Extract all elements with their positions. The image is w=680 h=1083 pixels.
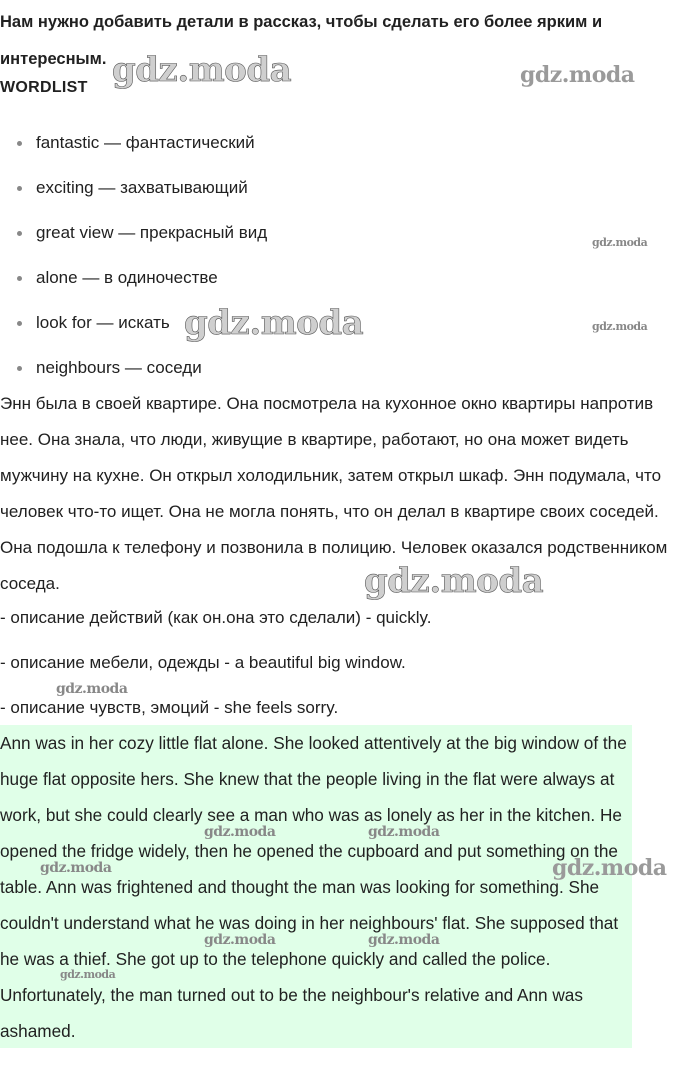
list-item xyxy=(0,170,267,215)
story-text: Энн была в своей квартире. Она посмотрела на кухонное окно квартиры напротив нее. Она знала, что люди, живущие в квартире, работают, но она может видеть мужчину на кухне. Он открыл холодильник, затем открыл шкаф. Энн подумала, что человек что-то ищет. Она не могла понять, что он делал в квартире своих соседей. Она подошла к телефону и позвонила в полицию. Человек оказался родственником соседа. xyxy=(0,394,668,593)
list-item-text: great view — прекрасный вид xyxy=(36,223,268,242)
watermark-logo: gdz.moda xyxy=(112,50,292,90)
tip-furniture: - описание мебели, одежды - a beautiful big window. xyxy=(0,653,406,672)
bullet-icon xyxy=(17,366,22,371)
list-item-text: exciting — захватывающий xyxy=(36,178,248,197)
tip-feelings: - описание чувств, эмоций - she feels sorry. xyxy=(0,698,339,717)
bullet-icon xyxy=(17,276,22,281)
list-item xyxy=(0,260,267,305)
watermark-logo: gdz.moda xyxy=(204,824,276,840)
watermark-logo: gdz.moda xyxy=(60,968,116,981)
watermark-logo: gdz.moda xyxy=(552,855,667,881)
answer-block xyxy=(0,725,632,1048)
watermark-logo: gdz.moda xyxy=(368,824,440,840)
watermark-logo: gdz.moda xyxy=(40,860,112,876)
list-item-text: fantastic — фантастический xyxy=(36,133,255,152)
list-item-text: neighbours — соседи xyxy=(36,358,202,377)
bullet-icon xyxy=(17,186,22,191)
wordlist xyxy=(0,125,267,395)
bullet-icon xyxy=(17,231,22,236)
bullet-icon xyxy=(17,141,22,146)
watermark-logo: gdz.moda xyxy=(364,561,544,601)
watermark-logo: gdz.moda xyxy=(56,681,128,697)
tip-actions: - описание действий (как он.она это сделали) - quickly. xyxy=(0,608,432,627)
bullet-icon xyxy=(17,321,22,326)
watermark-logo: gdz.moda xyxy=(368,932,440,948)
list-item xyxy=(0,215,267,260)
wordlist-heading: WORDLIST xyxy=(0,79,88,96)
watermark-logo: gdz.moda xyxy=(592,236,648,249)
intro-text: Нам нужно добавить детали в рассказ, чтобы сделать его более ярким и интересным. xyxy=(0,13,603,68)
list-item xyxy=(0,125,267,170)
watermark-logo: gdz.moda xyxy=(520,62,635,88)
list-item-text: alone — в одиночестве xyxy=(36,268,218,287)
answer-text: Ann was in her cozy little flat alone. She looked attentively at the big window of the huge flat opposite hers. She knew that the people living in the flat were always at work, but she could clearly see a man who was as lonely as her in the kitchen. He opened the fridge widely, then he opened the cupboard and put something on the table. Ann was frightened and thought the man was looking for something. She couldn't understand what he was doing in her neighbours' flat. She supposed that he was a thief. She got up to the telephone quickly and called the police. Unfortunately, the man turned out to be the neighbour's relative and Ann was ashamed. xyxy=(0,733,627,1041)
watermark-logo: gdz.moda xyxy=(592,320,648,333)
watermark-logo: gdz.moda xyxy=(204,932,276,948)
watermark-logo: gdz.moda xyxy=(184,303,364,343)
list-item-text: look for — искать xyxy=(36,313,170,332)
